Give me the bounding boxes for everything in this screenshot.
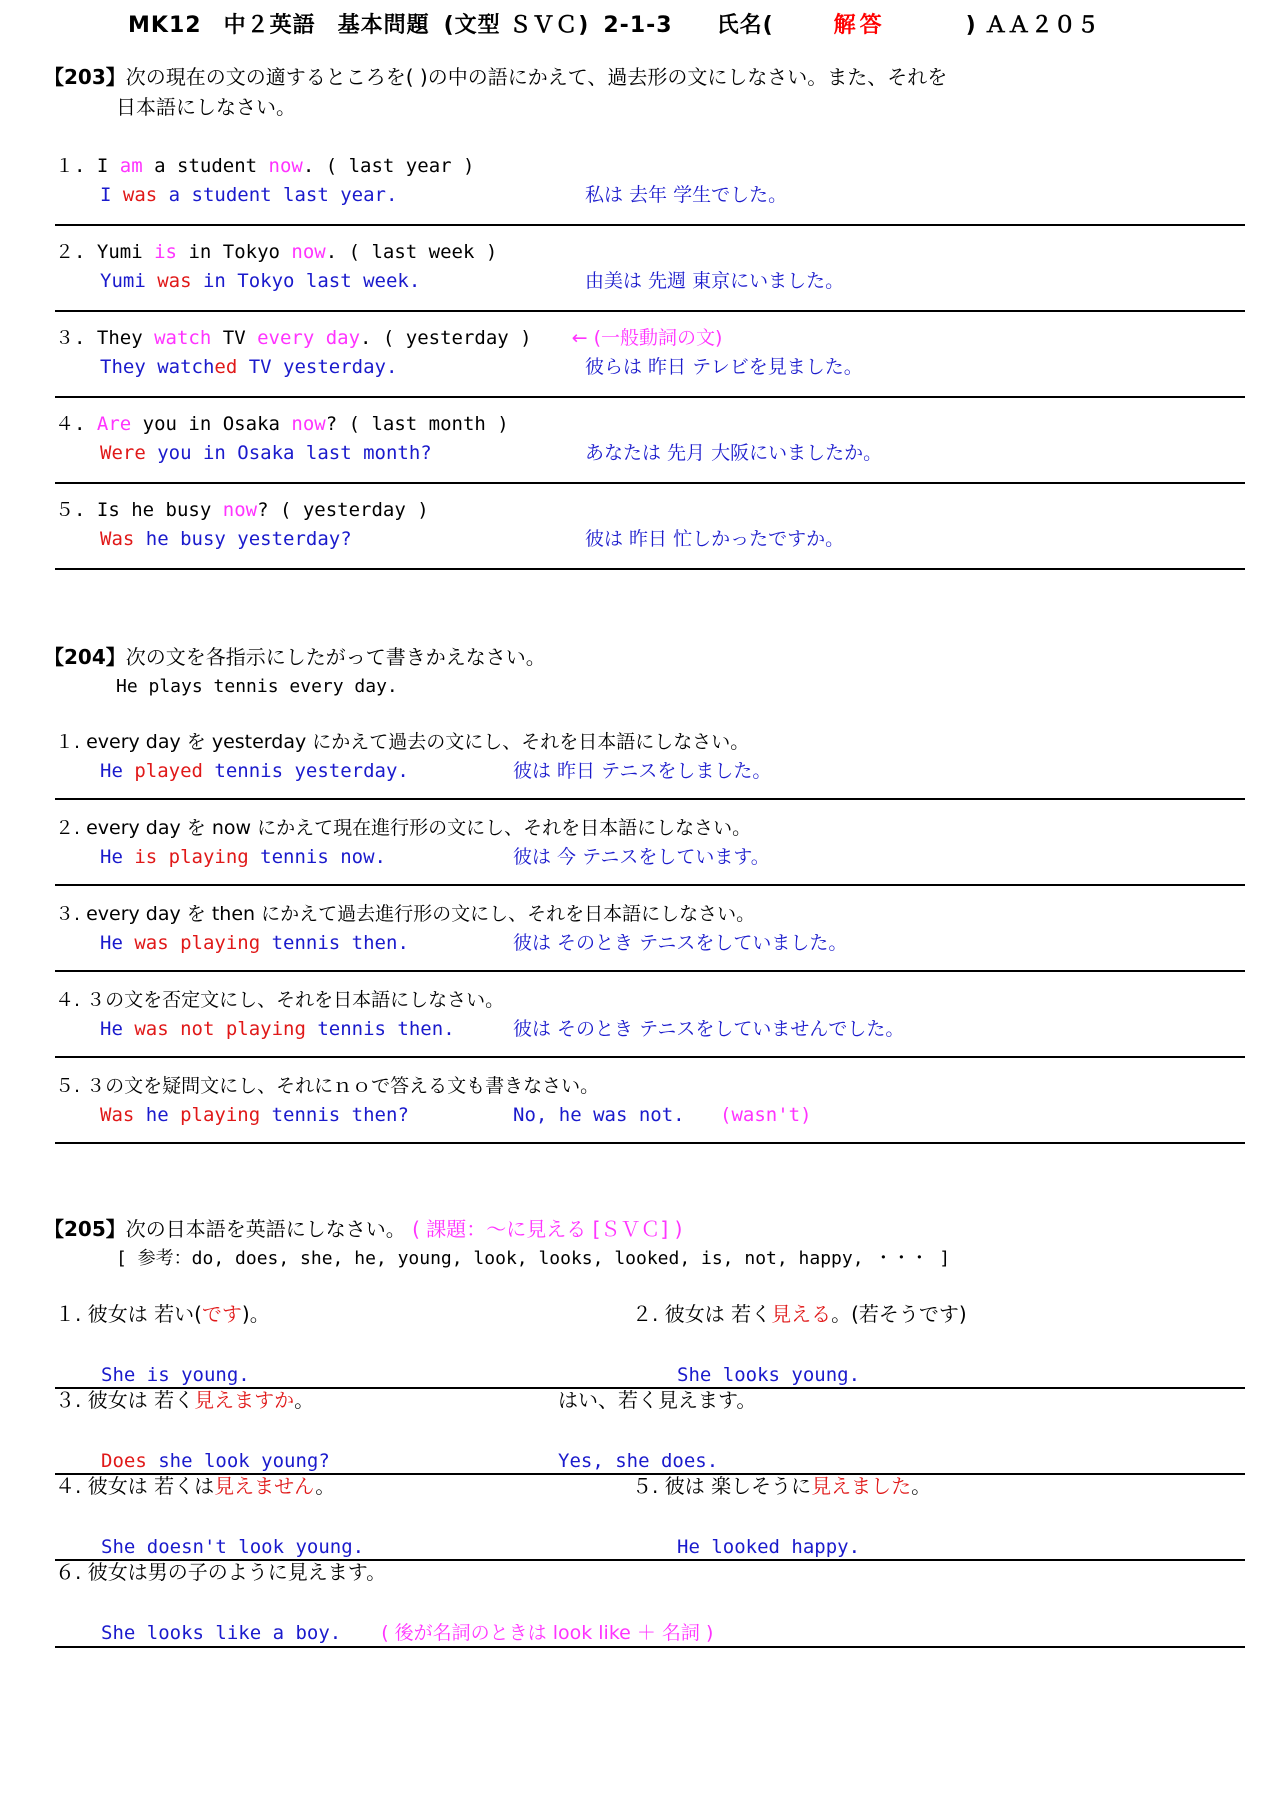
question-204-3: ３. every day を then にかえて過去進行形の文にし、それを日本語にしなさい。 He was playing tennis then. 彼は そのとき テニスをしていました。 xyxy=(55,900,1245,972)
section-205-heading xyxy=(44,1214,950,1274)
sheet-id: ＡＡ２０５ xyxy=(984,13,1100,38)
japanese-translation: 彼は 昨日 テニスをしました。 xyxy=(513,760,772,782)
name-label: 氏名( xyxy=(716,13,774,38)
question-203-3: ３. They watch TV every day. ( yesterday ) ← (一般動詞の文) They watched TV yesterday. 彼らは 昨日 テレビを見ました。 xyxy=(55,324,1245,398)
answer-rule xyxy=(55,1646,1245,1648)
question-205-1: １. 彼女は 若い(です)。 xyxy=(55,1302,270,1326)
usage-note: ( 後が名詞のときは look like ＋ 名詞 ) xyxy=(381,1622,714,1644)
japanese-translation: 彼は そのとき テニスをしていました。 xyxy=(513,932,848,954)
item-number: ５. xyxy=(55,499,86,521)
answer-line: He was playing tennis then. 彼は そのとき テニスをしていました。 xyxy=(55,928,1245,958)
japanese-translation: 彼は 昨日 忙しかったですか。 xyxy=(585,528,845,550)
course-code: MK12 xyxy=(128,13,202,38)
question-205-4: ４. 彼女は 若くは見えません。 xyxy=(55,1474,336,1498)
contraction-note: (wasn't) xyxy=(720,1104,812,1126)
name-close: ) xyxy=(965,13,977,38)
section-number: 【204】 xyxy=(44,645,126,669)
japanese-translation: 彼らは 昨日 テレビを見ました。 xyxy=(585,356,863,378)
answer-205-4: She doesn't look young. xyxy=(101,1536,365,1558)
japanese-translation: 彼は 今 テニスをしています。 xyxy=(513,846,770,868)
japanese-translation: 彼は そのとき テニスをしていませんでした。 xyxy=(513,1018,905,1040)
question-204-4: ４. ３の文を否定文にし、それを日本語にしなさい。 He was not playing tennis then. 彼は そのとき テニスをしていませんでした。 xyxy=(55,986,1245,1058)
task-note: ( 課題：～に見える [ＳＶＣ] ) xyxy=(412,1217,683,1241)
answer-line: Was he playing tennis then? No, he was not. (wasn't) xyxy=(55,1100,1245,1130)
reply-answer: Yes, she does. xyxy=(558,1450,719,1472)
item-number: ３. xyxy=(55,327,86,349)
section-number: 【203】 xyxy=(44,65,126,89)
worksheet-header xyxy=(128,8,1100,42)
japanese-translation: あなたは 先月 大阪にいましたか。 xyxy=(585,442,883,464)
answer-205-1: She is young. xyxy=(101,1364,250,1386)
question-203-2: ２. Yumi is in Tokyo now. ( last week ) Yumi was in Tokyo last week. 由美は 先週 東京にいました。 xyxy=(55,238,1245,312)
reference-words: [ 参考：do, does, she, he, young, look, looks, looked, is, not, happy, ・・・ ] xyxy=(116,1248,951,1269)
section-instruction-cont: 日本語にしなさい。 xyxy=(116,95,296,119)
grammar-note: ← (一般動詞の文) xyxy=(571,327,723,349)
question-204-2: ２. every day を now にかえて現在進行形の文にし、それを日本語にしなさい。 He is playing tennis now. 彼は 今 テニスをしています。 xyxy=(55,814,1245,886)
question-203-5: ５. Is he busy now? ( yesterday ) Was he busy yesterday? 彼は 昨日 忙しかったですか。 xyxy=(55,496,1245,570)
item-number: １. xyxy=(55,155,86,177)
question-204-1: １. every day を yesterday にかえて過去の文にし、それを日本語にしなさい。 He played tennis yesterday. 彼は 昨日 テニスをしました。 xyxy=(55,728,1245,800)
answer-line: He played tennis yesterday. 彼は 昨日 テニスをしました。 xyxy=(55,756,1245,786)
question-205-5: ５. 彼は 楽しそうに見えました。 xyxy=(632,1474,932,1498)
japanese-translation: 私は 去年 学生でした。 xyxy=(585,184,788,206)
section-instruction: 次の日本語を英語にしなさい。 xyxy=(125,1217,406,1241)
question-204-5: ５. ３の文を疑問文にし、それにｎｏで答える文も書きなさい。 Was he playing tennis then? No, he was not. (wasn't) xyxy=(55,1072,1245,1144)
answer-line: I was a student last year. 私は 去年 学生でした。 xyxy=(55,180,1245,210)
section-instruction: 次の文を各指示にしたがって書きかえなさい。 xyxy=(125,645,546,669)
question-203-4: ４. Are you in Osaka now? ( last month ) Were you in Osaka last month? あなたは 先月 大阪にいましたか。 xyxy=(55,410,1245,484)
reply-question: はい、若く見えます。 xyxy=(558,1388,757,1412)
answer-205-5: He looked happy. xyxy=(677,1536,861,1558)
answer-205-6: She looks like a boy. ( 後が名詞のときは look like ＋ 名詞 ) xyxy=(101,1622,714,1644)
section-203-heading xyxy=(44,62,947,122)
question-205-3: ３. 彼女は 若く見えますか。 xyxy=(55,1388,315,1412)
subject: 中２英語 xyxy=(223,13,316,38)
answer-line: He was not playing tennis then. 彼は そのとき テニスをしていませんでした。 xyxy=(55,1014,1245,1044)
answer-line: Were you in Osaka last month? あなたは 先月 大阪にいましたか。 xyxy=(55,438,1245,468)
answer-205-2: She looks young. xyxy=(677,1364,861,1386)
answer-line: Yumi was in Tokyo last week. 由美は 先週 東京にいました。 xyxy=(55,266,1245,296)
answer-205-3: Does she look young? xyxy=(101,1450,330,1472)
item-number: ４. xyxy=(55,413,86,435)
section-number: 【205】 xyxy=(44,1217,126,1241)
answer-label: 解答 xyxy=(833,13,886,38)
question-205-2: ２. 彼女は 若く見える。(若そうです) xyxy=(632,1302,967,1326)
section-instruction: 次の現在の文の適するところを( )の中の語にかえて、過去形の文にしなさい。また、それを xyxy=(125,65,948,89)
no-answer: No, he was not. xyxy=(513,1104,685,1126)
item-number: ２. xyxy=(55,241,86,263)
question-205-6: ６. 彼女は男の子のように見えます。 xyxy=(55,1560,387,1584)
japanese-translation: 由美は 先週 東京にいました。 xyxy=(585,270,845,292)
worksheet-title: 基本問題 xyxy=(337,13,430,38)
sentence-pattern: (文型 ＳＶＣ) xyxy=(443,13,590,38)
question-203-1: １. I am a student now. ( last year ) I was a student last year. 私は 去年 学生でした。 xyxy=(55,152,1245,226)
unit-number: 2-1-3 xyxy=(603,13,673,38)
answer-line: Was he busy yesterday? 彼は 昨日 忙しかったですか。 xyxy=(55,524,1245,554)
answer-line: He is playing tennis now. 彼は 今 テニスをしています。 xyxy=(55,842,1245,872)
section-204-heading xyxy=(44,642,546,702)
base-sentence: He plays tennis every day. xyxy=(116,676,398,697)
answer-line: They watched TV yesterday. 彼らは 昨日 テレビを見ました。 xyxy=(55,352,1245,382)
